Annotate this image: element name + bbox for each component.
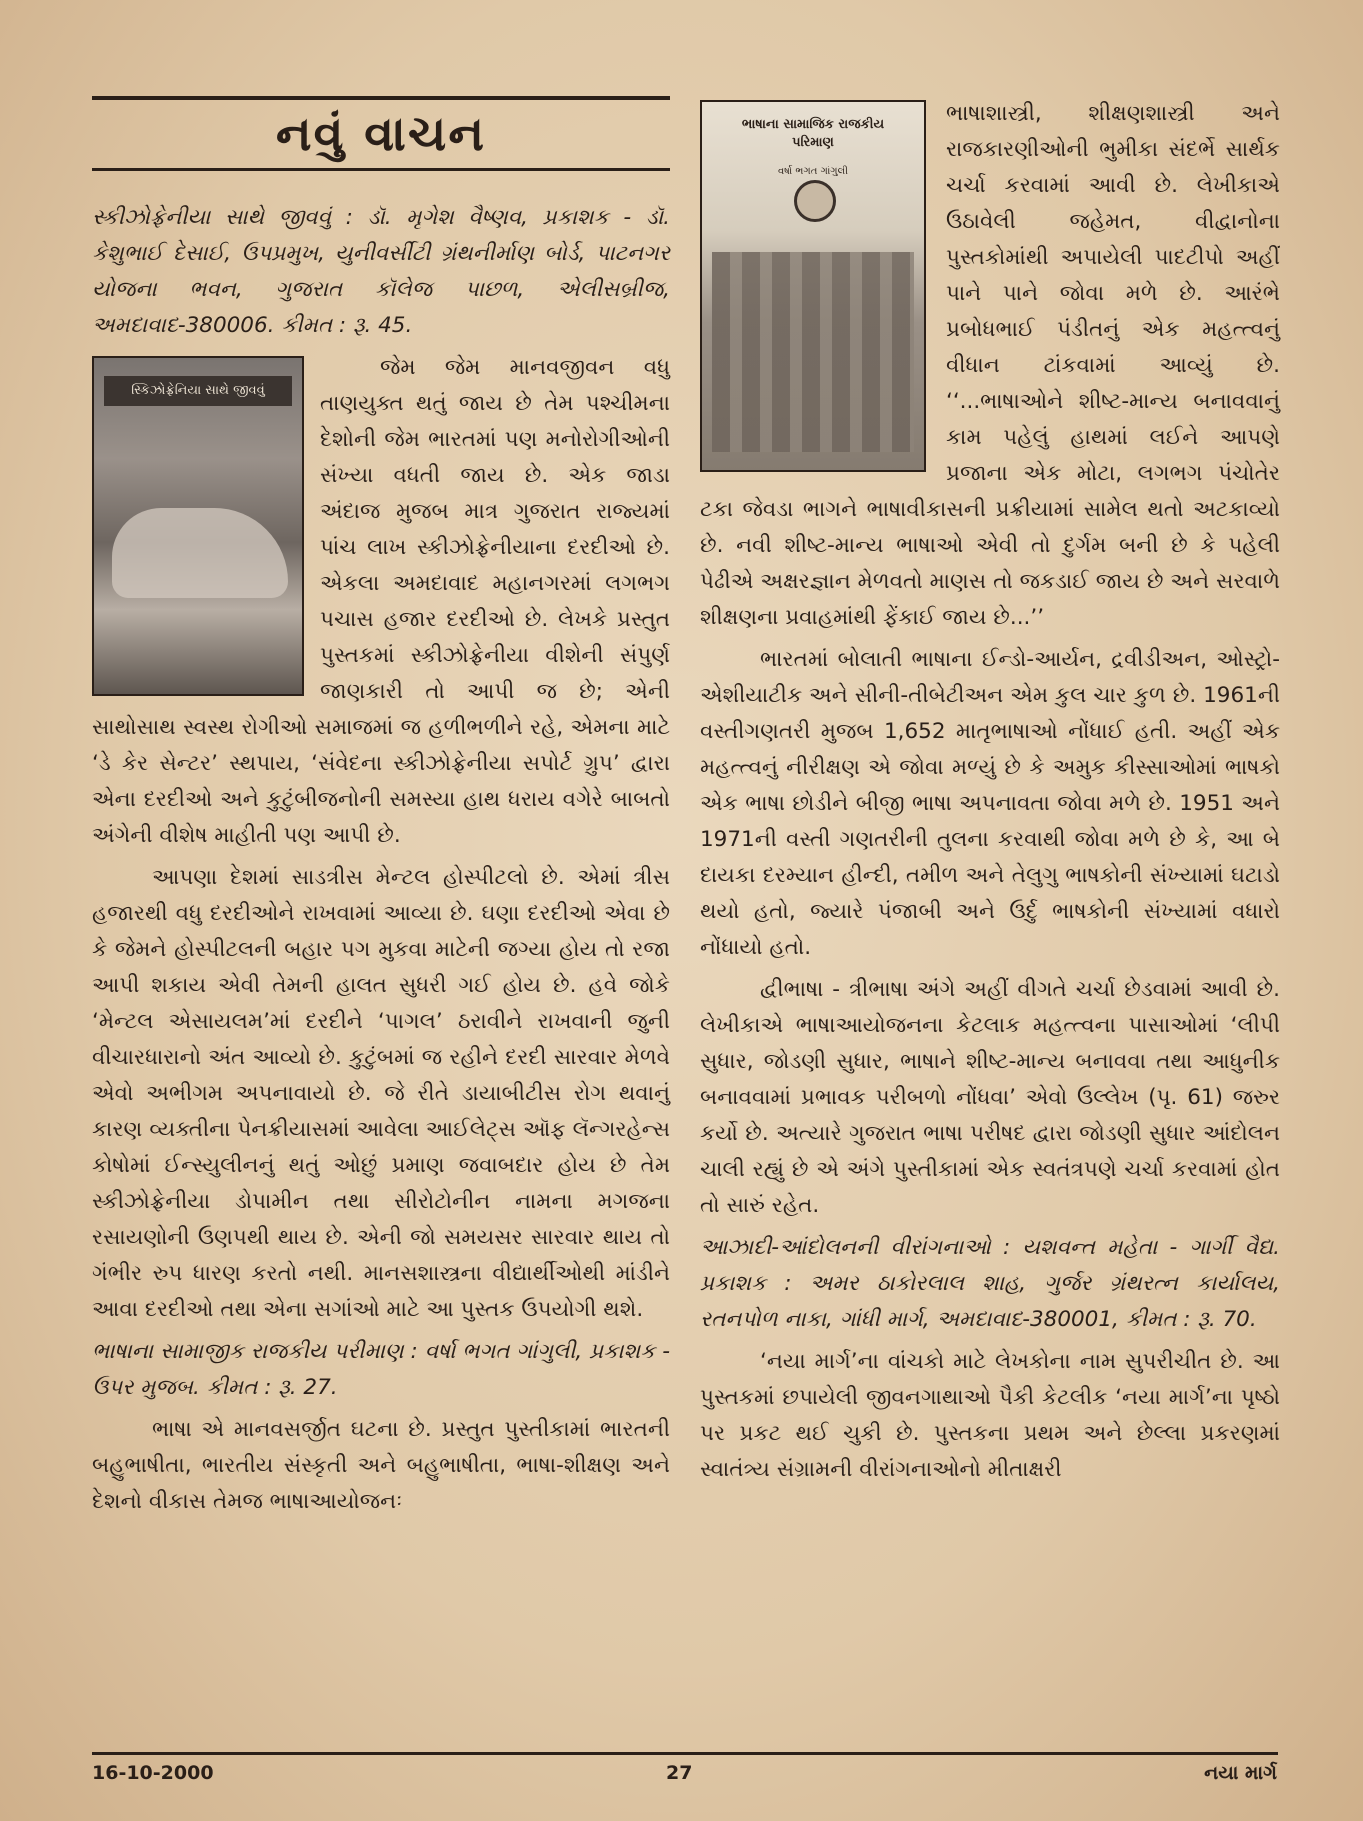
emblem-icon [794, 180, 836, 222]
bottom-rule [92, 1752, 1278, 1755]
left-column [92, 200, 670, 1526]
book1-heading: સ્કીઝોફ્રેનીયા સાથે જીવવું : ડૉ. મૃગેશ વૈષ્ણવ, પ્રકાશક - ડૉ. કેશુભાઈ દેસાઈ, ઉપપ્રમુખ, યુનીવર્સીટી ગ્રંથનીર્માણ બોર્ડ, પાટનગર યોજના ભવન, ગુજરાત કૉલેજ પાછળ, એલીસબ્રીજ, અમદાવાદ-380006. કીમત : રૂ. 45. [92, 205, 670, 338]
book3-heading: આઝાદી-આંદોલનની વીરાંગનાઓ : યશવન્ત મહેતા - ગાર્ગી વૈદ્ય. પ્રકાશક : અમર ઠાકોરલાલ શાહ, ગુર્જર ગ્રંથરત્ન કાર્યાલય, રતનપોળ નાકા, ગાંધી માર્ગ, અમદાવાદ-380001, કીમત : રૂ. 70. [700, 1235, 1280, 1332]
book2-paragraph-1: ભાષા એ માનવસર્જીત ઘટના છે. પ્રસ્તુત પુસ્તીકામાં ભારતની બહુભાષીતા, ભારતીય સંસ્કૃતી અને બહુભાષીતા, ભાષા-શીક્ષણ અને દેશનો વીકાસ તેમજ ભાષાઆયોજનઃ [92, 1417, 670, 1514]
book1-paragraph-2: આપણા દેશમાં સાડત્રીસ મેન્ટલ હોસ્પીટલો છે. એમાં ત્રીસ હજારથી વધુ દરદીઓને રાખવામાં આવ્યા છે. ઘણા દરદીઓ એવા છે કે જેમને હોસ્પીટલની બહાર પગ મુકવા માટેની જગ્યા હોય તો રજા આપી શકાય એવી તેમની હાલત સુધરી ગઈ હોય છે. હવે જોકે ‘મેન્ટલ એસાયલમ’માં દરદીને ‘પાગલ’ ઠરાવીને રાખવાની જુની વીચારધારાનો અંત આવ્યો છે. કુટુંબમાં જ રહીને દરદી સારવાર મેળવે એવો અભીગમ અપનાવાયો છે. જે રીતે ડાયાબીટીસ રોગ થવાનું કારણ વ્યક્તીના પેનક્રીયાસમાં આવેલા આઈલેટ્સ ઑફ લૅન્ગરહેન્સ કોષોમાં ઈન્સ્યુલીનનું થતું ઓછું પ્રમાણ જવાબદાર હોય છે તેમ સ્કીઝોફ્રેનીયા ડોપામીન તથા સીરોટોનીન નામના મગજના રસાયણોની ઉણપથી થાય છે. એની જો સમયસર સારવાર થાય તો ગંભીર રુપ ધારણ કરતો નથી. માનસશાસ્ત્રના વીદ્યાર્થીઓથી માંડીને આવા દરદીઓ તથા એના સગાંઓ માટે આ પુસ્તક ઉપયોગી થશે. [92, 865, 670, 1322]
right-column [700, 96, 1280, 1494]
book2-paragraph-2: ભારતમાં બોલાતી ભાષાના ઈન્ડો-આર્યન, દ્રવીડીઅન, ઓસ્ટ્રો-એશીયાટીક અને સીની-તીબેટીઅન એમ કુલ ચાર કુળ છે. 1961ની વસ્તીગણતરી મુજબ 1,652 માતૃભાષાઓ નોંધાઈ હતી. અહીં એક મહત્ત્વનું નીરીક્ષણ એ જોવા મળ્યું છે કે અમુક કીસ્સાઓમાં ભાષકો એક ભાષા છોડીને બીજી ભાષા અપનાવતા જોવા મળે છે. 1951 અને 1971ની વસ્તી ગણતરીની તુલના કરવાથી જોવા મળે છે કે, આ બે દાયકા દરમ્યાન હીન્દી, તમીળ અને તેલુગુ ભાષકોની સંખ્યામાં ઘટાડો થયો હતો, જ્યારે પંજાબી અને ઉર્દુ ભાષકોની સંખ્યામાં વધારો નોંધાયો હતો. [700, 647, 1280, 960]
book2-heading: ભાષાના સામાજીક રાજકીય પરીમાણ : વર્ષા ભગત ગાંગુલી, પ્રકાશક - ઉપર મુજબ. કીમત : રૂ. 27. [92, 1339, 670, 1400]
title-rule [92, 168, 670, 171]
book1-paragraph-1: જેમ જેમ માનવજીવન વધુ તાણયુક્ત થતું જાય છે તેમ પશ્ચીમના દેશોની જેમ ભારતમાં પણ મનોરોગીઓની સંખ્યા વધતી જાય છે. એક જાડા અંદાજ મુજબ માત્ર ગુજરાત રાજ્યમાં પાંચ લાખ સ્કીઝોફ્રેનીયાના દરદીઓ છે. એકલા અમદાવાદ મહાનગરમાં લગભગ પચાસ હજાર દરદીઓ છે. લેખકે પ્રસ્તુત પુસ્તકમાં સ્કીઝોફ્રેનીયા વીશેની સંપુર્ણ જાણકારી તો આપી જ છે; એની સાથોસાથ સ્વસ્થ રોગીઓ સમાજમાં જ હળીભળીને રહે, એમના માટે ‘ડે કેર સેન્ટર’ સ્થપાય, ‘સંવેદના સ્કીઝોફ્રેનીયા સપોર્ટ ગ્રુપ’ દ્વારા એના દરદીઓ અને કુટુંબીજનોની સમસ્યા હાથ ધરાય વગેરે બાબતો અંગેની વીશેષ માહીતી પણ આપી છે. [92, 355, 670, 848]
footer-date: 16-10-2000 [92, 1762, 214, 1784]
page-number: 27 [666, 1762, 693, 1784]
section-title: નવું વાચન [275, 106, 487, 162]
shoe-illustration [112, 508, 288, 598]
book2-paragraph-1-cont: ભાષાશાસ્ત્રી, શીક્ષણશાસ્ત્રી અને રાજકારણીઓની ભુમીકા સંદર્ભે સાર્થક ચર્ચા કરવામાં આવી છે. લેખીકાએ ઉઠાવેલી જહેમત, વીદ્વાનોના પુસ્તકોમાંથી અપાયેલી પાદટીપો અહીં પાને પાને જોવા મળે છે. આરંભે પ્રબોધભાઈ પંડીતનું એક મહત્ત્વનું વીધાન ટાંકવામાં આવ્યું છે. ‘‘...ભાષાઓને શીષ્ટ-માન્ય બનાવવાનું કામ પહેલું હાથમાં લઈને આપણે પ્રજાના એક મોટા, લગભગ પંચોતેર ટકા જેવડા ભાગને ભાષાવીકાસની પ્રક્રીયામાં સામેલ થતો અટકાવ્યો છે. નવી શીષ્ટ-માન્ય ભાષાઓ એવી તો દુર્ગમ બની છે કે પહેલી પેઢીએ અક્ષરજ્ઞાન મેળવતો માણસ તો જકડાઈ જાય છે અને સરવાળે શીક્ષણના પ્રવાહમાંથી ફેંકાઈ જાય છે...’’ [700, 101, 1280, 630]
book2-cover-image [700, 100, 926, 472]
parliament-illustration [712, 252, 914, 452]
book2-cover-author: વર્ષા ભગત ગાંગુલી [777, 166, 849, 177]
book1-cover-image [92, 356, 304, 696]
magazine-name: નયા માર્ગ [1204, 1762, 1277, 1784]
book1-cover-title: સ્કિઝોફ્રેનિયા સાથે જીવવું [104, 376, 292, 406]
book3-paragraph-1: ‘નયા માર્ગ’ના વાંચકો માટે લેખકોના નામ સુપરીચીત છે. આ પુસ્તકમાં છપાયેલી જીવનગાથાઓ પૈકી કેટલીક ‘નયા માર્ગ’ના પૃષ્ઠો પર પ્રકટ થઈ ચુકી છે. પુસ્તકના પ્રથમ અને છેલ્લા પ્રકરણમાં સ્વાતંત્ર્ય સંગ્રામની વીરાંગનાઓનો મીતાક્ષરી [700, 1349, 1280, 1482]
book2-paragraph-3: દ્વીભાષા - ત્રીભાષા અંગે અહીં વીગતે ચર્ચા છેડવામાં આવી છે. લેખીકાએ ભાષાઆયોજનના કેટલાક મહત્ત્વના પાસાઓમાં ‘લીપી સુધાર, જોડણી સુધાર, ભાષાને શીષ્ટ-માન્ય બનાવવા તથા આધુનીક બનાવવામાં પ્રભાવક પરીબળો નોંધવા’ એવો ઉલ્લેખ (પૃ. 61) જરુર કર્યો છે. અત્યારે ગુજરાત ભાષા પરીષદ દ્વારા જોડણી સુધાર આંદોલન ચાલી રહ્યું છે એ અંગે પુસ્તીકામાં એક સ્વતંત્રપણે ચર્ચા કરવામાં હોત તો સારું રહેત. [700, 977, 1280, 1218]
top-rule [92, 96, 670, 100]
book2-cover-title: ભાષાના સામાજિક રાજકીય પરિમાણ [741, 117, 885, 150]
